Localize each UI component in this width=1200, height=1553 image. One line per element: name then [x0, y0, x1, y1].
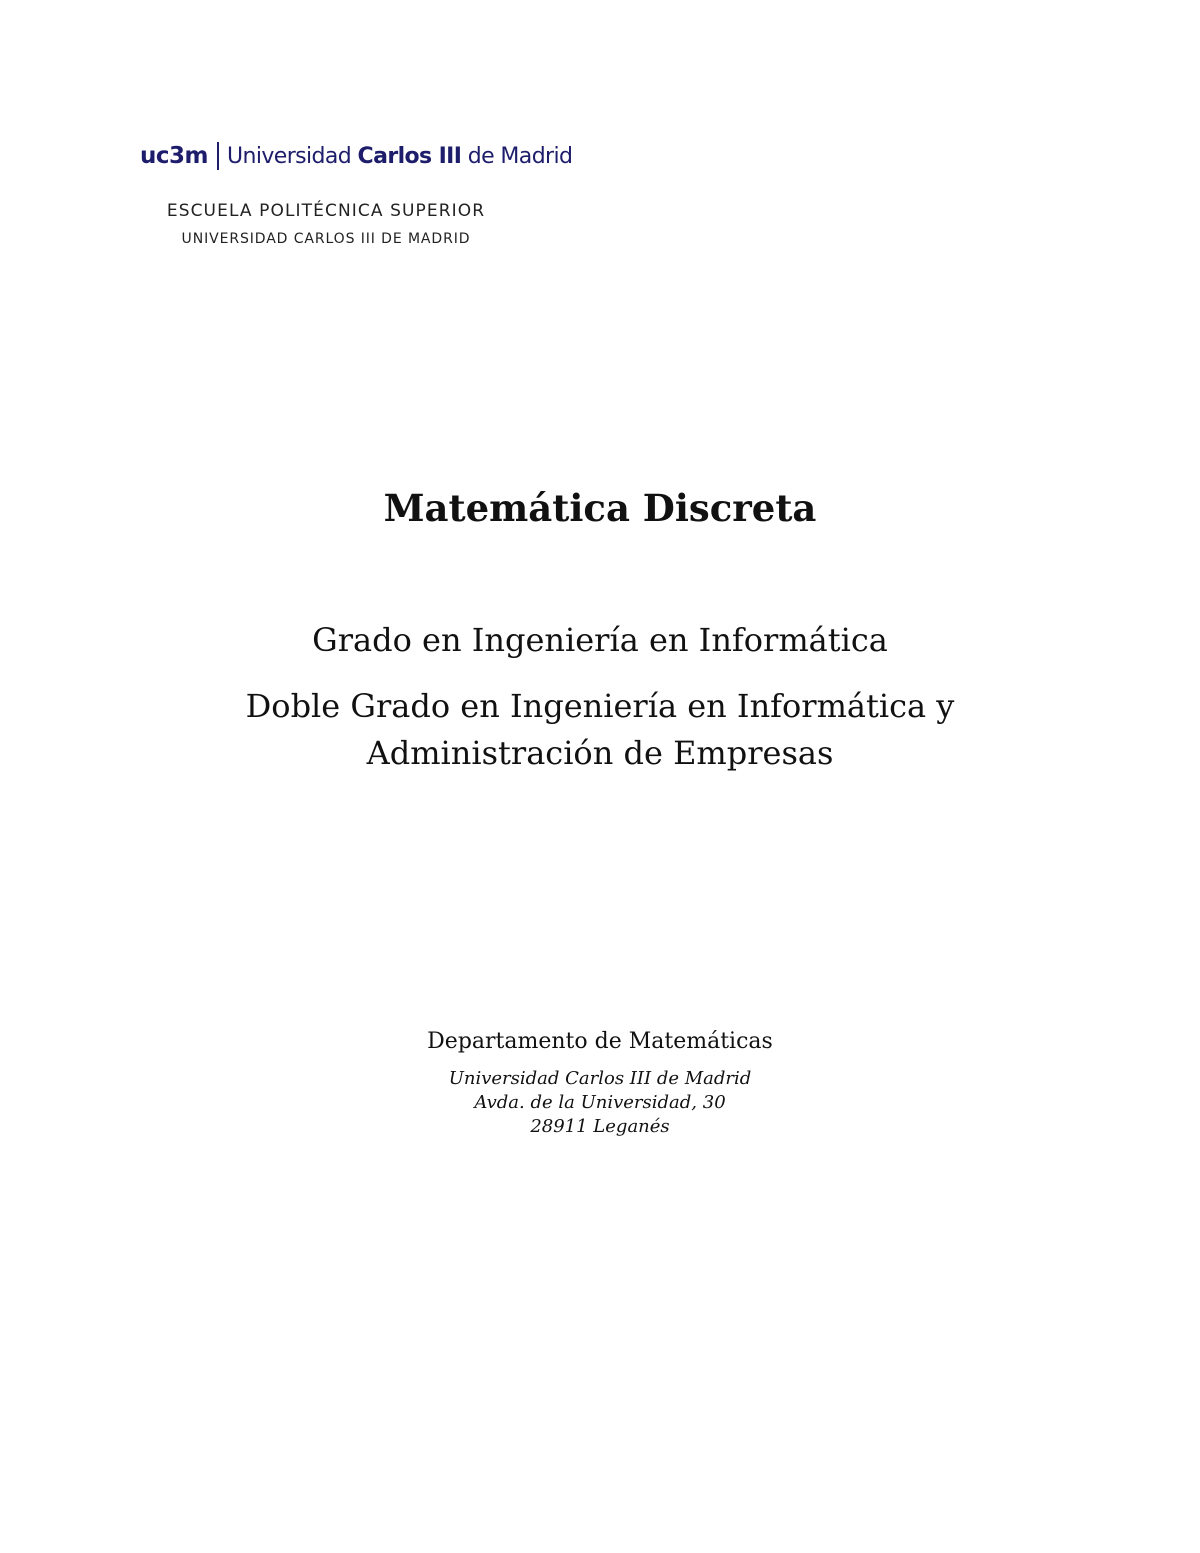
logo-mark: uc3m: [140, 143, 208, 169]
school-university: UNIVERSIDAD CARLOS III DE MADRID: [181, 231, 471, 247]
logo-university-name: [227, 144, 572, 169]
logo-name-bold: Carlos III: [357, 143, 462, 169]
degree-line-1: Grado en Ingeniería en Informática: [312, 621, 888, 659]
address-line-2: Avda. de la Universidad, 30: [474, 1092, 726, 1113]
address-line-3: 28911 Leganés: [530, 1116, 670, 1137]
degree-line-3: Administración de Empresas: [366, 734, 834, 772]
logo-name-prefix: Universidad: [226, 143, 358, 169]
logo-divider: [217, 142, 219, 170]
university-logo: [140, 138, 572, 174]
degree-line-2: Doble Grado en Ingeniería en Informática y: [245, 687, 955, 725]
address-line-1: Universidad Carlos III de Madrid: [448, 1068, 752, 1089]
logo-name-suffix: de Madrid: [461, 143, 573, 169]
page-title: Matemática Discreta: [383, 486, 817, 530]
school-header: [150, 200, 502, 248]
department-name: Departamento de Matemáticas: [427, 1029, 773, 1054]
school-name: ESCUELA POLITÉCNICA SUPERIOR: [166, 201, 486, 221]
